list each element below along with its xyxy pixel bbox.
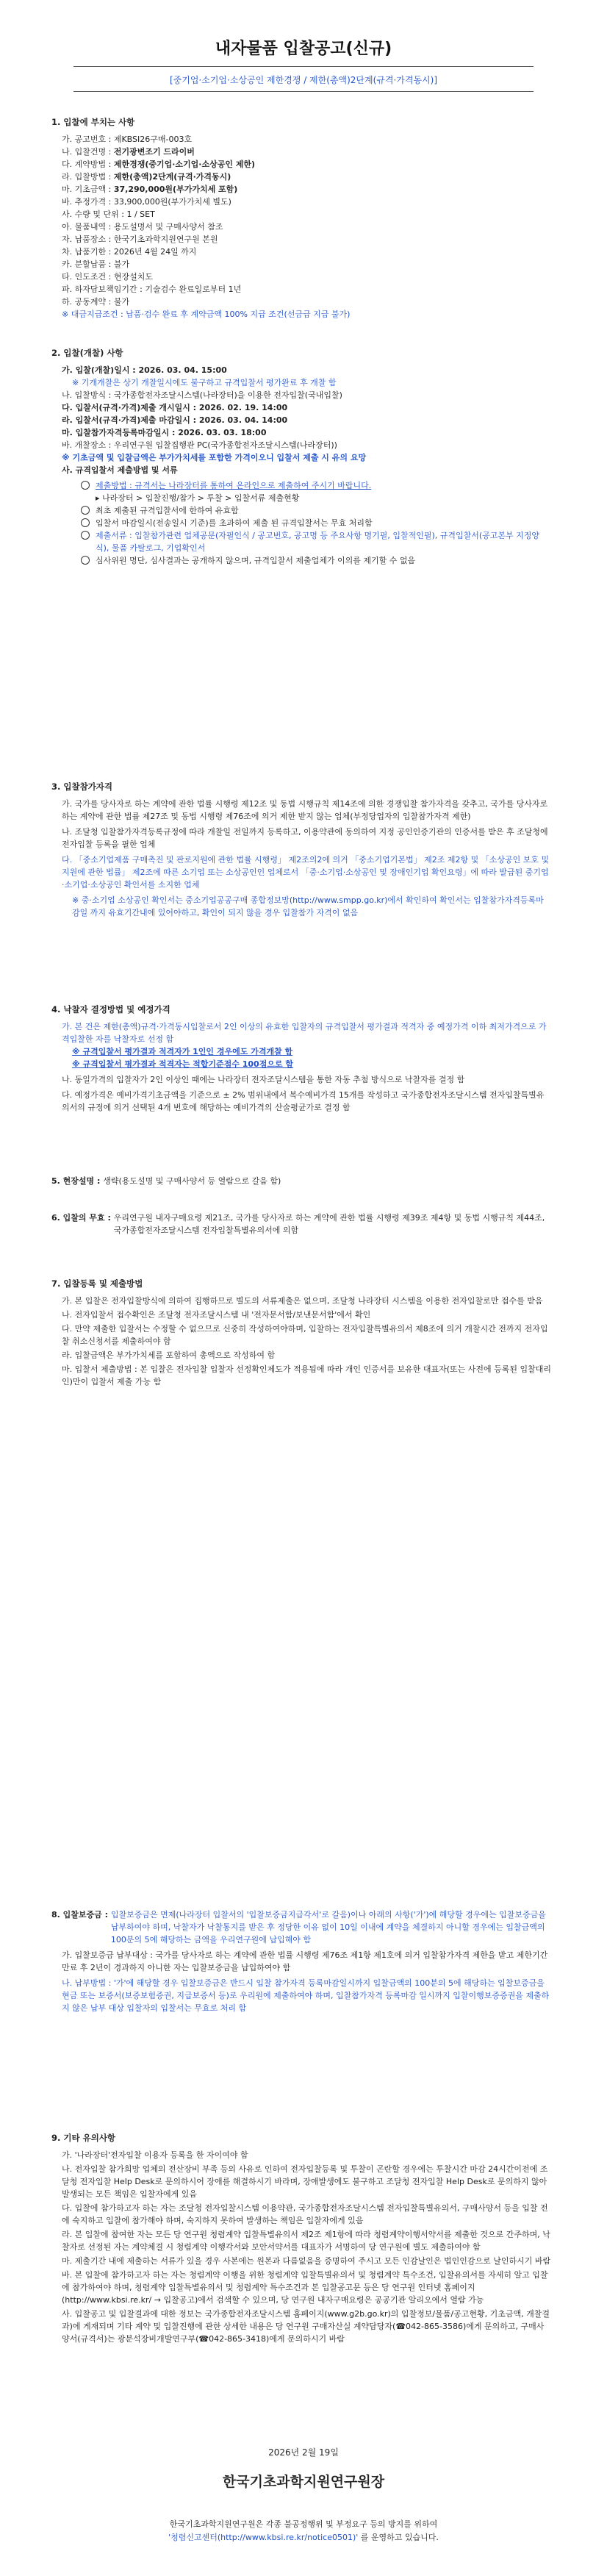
bid-item-key: 파. 하자담보책임기간 : <box>62 285 146 294</box>
bid-item-row <box>51 133 551 146</box>
spec-item: 입찰서 마감일시(전송일시 기준)를 초과하여 제출 된 규격입찰서는 무효 처리함 <box>96 518 373 528</box>
bid-item-row <box>51 258 551 271</box>
bid-method: 나. 입찰방식 : 국가종합전자조달시스템(나라장터)을 이용한 전자입찰(국내입찰) <box>62 390 342 400</box>
section-site-briefing <box>51 1175 551 1187</box>
bid-item-key: 다. 계약방법 : <box>62 160 114 169</box>
bullet-circle-icon <box>81 518 90 527</box>
submission-item: 나. 전자입찰서 접수확인은 조달청 전자조달시스템 내 '전자문서함/보낸문서함'에서 확인 <box>62 1310 371 1320</box>
bid-item-row <box>51 171 551 183</box>
spec-submission-heading: 사. 규격입찰서 제출방법 및 서류 <box>62 465 178 475</box>
notice-date: 2026년 2월 19일 <box>268 2447 339 2458</box>
eligibility-note: ※ 중·소기업 소상공인 확인서는 중소기업공공구매 종합정보망(http://www.smpp.go.kr)에서 확인하여 확인서는 입찰참가자격등록마감일 까지 유효기간내에 있어야하고, 확인이 되지 않을 경우 입찰참가 자격이 없음 <box>72 895 544 917</box>
submission-item: 다. 만약 제출한 입찰서는 수정할 수 없으므로 신중히 작성하여야하며, 입찰하는 전자입찰특별유의서 제8조에 의거 개찰시간 전까지 전자입찰 취소신청서를 제출하여야 함 <box>62 1324 548 1346</box>
bid-item-key: 카. 분할납품 : <box>62 260 114 269</box>
bid-item-row <box>51 196 551 208</box>
bid-item-value: 불가 <box>113 260 130 269</box>
award-b: 나. 동일가격의 입찰자가 2인 이상인 때에는 나라장터 전자조달시스템을 통한 자동 추첨 방식으로 낙찰자를 결정 함 <box>62 1075 465 1084</box>
bullet-circle-icon <box>81 556 90 565</box>
bond-value: 입찰보증금은 면제(나라장터 입찰서의 '입찰보증금지급각서'로 갈음)이나 아래의 사항('가')에 해당할 경우에는 입찰보증금을 납부하여야 하며, 낙찰자가 낙찰통지를 받은 후 정당한 이유 없이 10일 이내에 계약을 체결하지 아니할 경우에는 입찰금액의 100분의 5에 해당하는 금액을 우리연구원에 납입해야 함 <box>110 1910 546 1944</box>
bid-item-value: 1 / SET <box>126 210 155 219</box>
bid-item-key: 라. 입찰방법 : <box>62 172 114 182</box>
bid-item-row <box>51 296 551 308</box>
bullet-circle-icon <box>81 481 90 490</box>
integrity-line-2: 를 운영하고 있습니다. <box>358 2533 439 2542</box>
award-note-1: ※ 규격입찰서 평가결과 적격자가 1인인 경우에도 가격개찰 함 <box>72 1047 293 1056</box>
opening-note: ※ 기개개찰은 상기 개찰일시에도 불구하고 규격입찰서 평가완료 후 개찰 함 <box>72 378 337 387</box>
note-item: 가. '나라장터'전자입찰 이용자 등록을 한 자이여야 함 <box>62 2150 248 2160</box>
section-heading: 1. 입찰에 부치는 사항 <box>51 117 135 127</box>
note-item: 나. 전자입찰 참가희망 업체의 전산장비 부족 등의 사유로 인하여 전자입찰등록 및 투찰이 곤란할 경우에는 투찰시간 마감 24시간이전에 조달청 전자입찰 Help Desk로 문의하시어 장애를 해결하시기 바라며, 장애발생에도 불구하고 조달청 전자입찰 Help Desk로 문의하지 않아 발생되는 모든 책임은 입찰자에게 있음 <box>62 2164 548 2199</box>
bid-item-row <box>51 271 551 283</box>
note-item: 다. 입찰에 참가하고자 하는 자는 조달청 전자입찰시스템 이용약관, 국가종합전자조달시스템 전자입찰특별유의서, 구매사양서 등을 입찰 전에 숙지하고 입찰에 참가해야 하며, 숙지하지 못하여 발생하는 책임은 입찰자에게 있음 <box>62 2203 548 2225</box>
bid-item-key: 하. 공동계약 : <box>62 297 114 307</box>
bid-item-row <box>51 158 551 171</box>
bid-item-row <box>51 221 551 233</box>
spec-item: 제출서류 : 입찰참가관련 업체공문(자필인식 / 공고번호, 공고명 등 주요사항 명기필, 입찰적인필), 규격입찰서(공고본부 지정양식), 물품 카탈로그, 기업확인서 <box>96 531 540 553</box>
eligibility-b: 나. 조달청 입찰참가자격등록규정에 따라 개찰일 전일까지 등록하고, 이용약관에 동의하여 지정 공인인증기관의 인증서를 받은 후 조달청에 전자입찰 등록을 필한 업체 <box>62 827 548 849</box>
section-heading: 8. 입찰보증금 : <box>51 1910 111 1920</box>
bid-item-key: 타. 인도조건 : <box>62 272 114 282</box>
bid-item-value: 용도설명서 및 구매사양서 참조 <box>113 222 223 232</box>
award-a: 가. 본 건은 제한(총액)규격·가격동시입찰로서 2인 이상의 유효한 입찰자의 규격입찰서 평가결과 적격자 중 예정가격 이하 최저가격으로 가격입찰한 자를 낙찰자로 선정 함 <box>62 1022 547 1044</box>
submission-start: 다. 입찰서(규격·가격)제출 개시일시 : 2026. 02. 19. 14:00 <box>62 403 288 412</box>
bid-item-value: 제한경쟁(중기업·소기업·소상공인 제한) <box>113 160 256 169</box>
section-heading: 4. 낙찰자 결정방법 및 예정가격 <box>51 1004 170 1015</box>
integrity-line-1: 한국기초과학지원연구원은 각종 불공정행위 및 부정요구 등의 방지를 위하여 <box>169 2519 438 2529</box>
section-bid-opening <box>51 347 551 567</box>
bid-item-value: 기술검수 완료일로부터 1년 <box>145 285 242 294</box>
section-bid-items <box>51 116 551 321</box>
submission-item: 라. 입찰금액은 부가가치세를 포함하여 총액으로 작성하여 함 <box>62 1350 276 1360</box>
title-divider <box>73 66 534 67</box>
award-note-2: ※ 규격입찰서 평가결과 적격자는 적합기준점수 100점으로 함 <box>72 1059 294 1069</box>
notice-subtitle: [중기업·소기업·소상공인 제한경쟁 / 제한(총액)2단계(규격·가격동시)] <box>169 75 438 85</box>
submission-item: 가. 본 입찰은 전자입찰방식에 의하여 집행하므로 별도의 서류제출은 없으며, 조달청 나라장터 시스템을 이용한 전자입찰로만 접수를 받음 <box>62 1296 543 1306</box>
bid-item-row <box>51 146 551 158</box>
bond-b: 나. 납부방법 : '가'에 해당할 경우 입찰보증금은 반드시 입찰 참가자격 등록마감일시까지 입찰금액의 100분의 5에 해당하는 입찰보증금을 현금 또는 보증서(보증보험증권, 지급보증서 등)로 우리원에 제출하여야 하며, 입찰참가자격 등록마감 일시까지 입찰이행보증증권을 제출하지 않은 납부 대상 입찰자의 입찰서는 무효로 처리 함 <box>62 1978 550 2013</box>
site-briefing-value: 생략(용도설명 및 구매사양서 등 열람으로 갈음 함) <box>103 1176 281 1186</box>
eligibility-a: 가. 국가를 당사자로 하는 계약에 관한 법률 시행령 제12조 및 동법 시행규칙 제14조에 의한 경쟁입찰 참가자격을 갖추고, 국가를 당사자로 하는 계약에 관한 법률 제27조 및 동법 시행령 제76조에 의거 제한 받지 않는 업체(부정당업자의 입찰참가자격 제한) <box>62 799 548 821</box>
section-heading: 6. 입찰의 무효 : <box>51 1213 114 1223</box>
section-notes <box>51 2132 551 2345</box>
bid-item-value: 37,290,000원(부가가치세 포함) <box>113 185 238 194</box>
spec-item: 제출방법 : 규격서는 나라장터를 통하여 온라인으로 제출하여 주시기 바랍니다. <box>96 481 372 490</box>
bullet-circle-icon <box>81 531 90 540</box>
opening-place: 바. 개찰장소 : 우리연구원 입찰집행관 PC(국가종합전자조달시스템(나라장터)) <box>62 440 337 450</box>
opening-datetime: 가. 입찰(개찰)일시 : 2026. 03. 04. 15:00 <box>62 365 227 375</box>
bid-item-key: 마. 기초금액 : <box>62 185 114 194</box>
bid-item-key: 바. 추정가격 : <box>62 197 114 207</box>
bullet-circle-icon <box>81 506 90 515</box>
spec-item: 최초 제출된 규격입찰서에 한하여 유효함 <box>96 506 239 515</box>
bid-item-key: 아. 물품내역 : <box>62 222 114 232</box>
bid-item-key: 사. 수량 및 단위 : <box>62 210 127 219</box>
invalid-value: 우리연구원 내자구매요령 제21조, 국가를 당사자로 하는 계약에 관한 법률 시행령 제39조 제4항 및 동법 시행규칙 제44조, 국가종합전자조달시스템 전자입찰특별유의서에 의함 <box>113 1213 545 1235</box>
bid-item-row <box>51 283 551 296</box>
section-heading: 5. 현장설명 : <box>51 1176 104 1186</box>
bid-item-row <box>51 208 551 221</box>
bid-item-key: 차. 납품기한 : <box>62 247 114 257</box>
submission-end: 라. 입찰서(규격·가격)제출 마감일시 : 2026. 03. 04. 14:00 <box>62 415 288 425</box>
award-c: 다. 예정가격은 예비가격기초금액을 기준으로 ± 2% 범위내에서 복수예비가격 15개를 작성하고 국가종합전자조달시스템 전자입찰특별유의서의 규정에 의거 선택된 4개 번호에 해당하는 예비가격의 산술평균가로 결정 함 <box>62 1090 545 1112</box>
bid-item-row <box>51 183 551 196</box>
section-submission <box>51 1278 551 1388</box>
integrity-center-link[interactable]: '청렴신고센터(http://www.kbsi.re.kr/notice0501)' <box>168 2533 359 2542</box>
registration-deadline: 마. 입찰참가자격등록마감일시 : 2026. 03. 03. 18:00 <box>62 428 267 437</box>
bid-item-value: 한국기초과학지원연구원 본원 <box>113 235 218 244</box>
integrity-notice <box>0 2518 607 2544</box>
note-item: 바. 본 입찰에 참가하고자 하는 자는 청렴계약 이행을 위한 청렴계약 입찰특별유의서 및 청렴계약 특수조건, 입찰유의서를 자세히 알고 입찰에 참가하여야 하며, 청렴계약 입찰특별유의서 및 청렴계약 특수조건과 본 입찰공고문 등은 당 연구원 인터넷 홈페이지(http://www.kbsi.re.kr/ → 입찰공고)에서 검색할 수 있으며, 당 연구원 내자구매요령은 공공기관 알리오에서 열람 가능 <box>62 2270 548 2305</box>
bond-a: 가. 입찰보증금 납부대상 : 국가를 당사자로 하는 계약에 관한 법률 시행령 제76조 제1항 제1호에 의거 입찰참가자격 제한을 받고 제한기간 만료 후 2년이 경과하지 아니한 자는 입찰보증금을 납입하여야 함 <box>62 1950 548 1972</box>
section-heading: 9. 기타 유의사항 <box>51 2133 116 2143</box>
section-award <box>51 1003 551 1114</box>
section-invalid <box>51 1212 551 1237</box>
notice-title: 내자물품 입찰공고(신규) <box>215 40 392 58</box>
submission-item: 마. 입찰서 제출방법 : 본 입찰은 전자입찰 입찰자 선정확인제도가 적용됨에 따라 개인 인증서를 보유한 대표자(또는 사전에 등록된 입찰대리인)만이 입찰서 제출 가능 함 <box>62 1364 551 1387</box>
bid-item-value: 2026년 4월 24일 까지 <box>113 247 197 257</box>
bid-item-value: 현장설치도 <box>113 272 153 282</box>
section-heading: 7. 입찰등록 및 제출방법 <box>51 1278 143 1289</box>
note-item: 마. 제출기간 내에 제출하는 서류가 있을 경우 사본에는 원본과 다름없음을 증명하여 주시고 모든 인감날인은 법인인감으로 날인하시기 바람 <box>62 2256 551 2266</box>
bid-item-key: 나. 입찰건명 : <box>62 147 114 157</box>
spec-item: ▸ 나라장터 > 입찰진행/참가 > 투찰 > 입찰서류 제출현황 <box>96 493 300 503</box>
section-eligibility <box>51 781 551 919</box>
bid-item-key: 가. 공고번호 : <box>62 135 114 144</box>
bid-item-value: 전기광변조기 드라이버 <box>113 147 195 157</box>
payment-note: ※ 대금지급조건 : 납품·검수 완료 후 계약금액 100% 지급 조건(선금급 지급 불가) <box>62 310 351 319</box>
bid-item-row <box>51 246 551 258</box>
section-bond <box>51 1908 551 2014</box>
issuer-name: 한국기초과학지원연구원장 <box>222 2474 385 2490</box>
bid-item-value: 제KBSI26구매-003호 <box>113 135 193 144</box>
subtitle-divider <box>73 91 534 92</box>
bid-item-key: 자. 납품장소 : <box>62 235 114 244</box>
spec-item: 심사위원 명단, 심사결과는 공개하지 않으며, 규격입찰서 제출업체가 이의를 제기할 수 없음 <box>96 556 416 565</box>
bid-item-value: 제한(총액)2단계(규격·가격동시) <box>113 172 231 182</box>
bid-item-row <box>51 233 551 246</box>
eligibility-c: 다. 「중소기업제품 구매촉진 및 판로지원에 관한 법률 시행령」 제2조의2에 의거 「중소기업기본법」 제2조 제2항 및 「소상공인 보호 및 지원에 관한 법률」 제2조에 따른 소기업 또는 소상공인인 업체로서 「중·소기업·소상공인 및 장애인기업 확인요령」에 따라 발급된 중기업·소기업·소상공인 확인서를 소지한 업체 <box>62 855 550 890</box>
note-item: 라. 본 입찰에 참여한 자는 모든 당 연구원 청렴계약 입찰특별유의서 제2조 제1항에 따라 청렴계약이행서약서를 제출한 것으로 간주하며, 낙찰자로 선정된 자는 계약체결 시 청렴계약 이행각서와 보안서약서를 대표자가 서명하여 당 연구원에 별도 제출하여야 함 <box>62 2230 550 2252</box>
vat-note: ※ 기초금액 및 입찰금액은 부가가치세를 포함한 가격이오니 입찰서 제출 시 유의 요망 <box>62 453 367 462</box>
section-heading: 2. 입찰(개찰) 사항 <box>51 348 123 358</box>
note-item: 사. 입찰공고 및 입찰결과에 대한 정보는 국가종합전자조달시스템 홈페이지(www.g2b.go.kr)의 입찰정보/물품/공고현황, 기초금액, 개찰결과)에 게재되며 기타 계약 및 입찰진행에 관한 상세한 내용은 당 연구원 구매자산실 계약담당자(☎042-865-3586)에게 문의하고, 구매사양서(규격서)는 광분석장비개발연구부(☎042-865-3418)에게 문의하시기 바람 <box>62 2309 550 2344</box>
bid-item-value: 33,900,000원(부가가치세 별도) <box>113 197 231 207</box>
section-heading: 3. 입찰참가자격 <box>51 781 113 792</box>
bid-item-value: 불가 <box>113 297 130 307</box>
